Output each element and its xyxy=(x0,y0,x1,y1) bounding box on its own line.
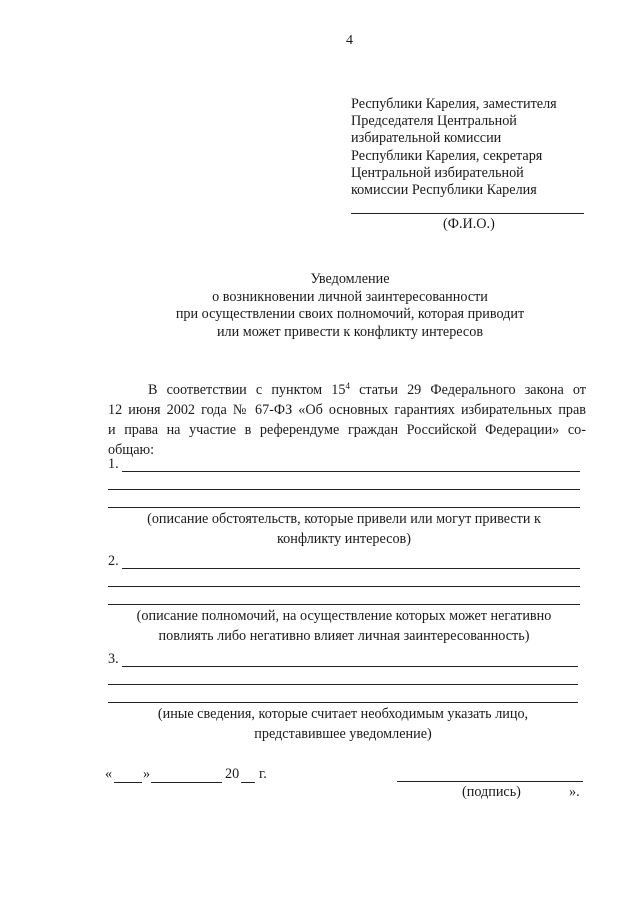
blank-line xyxy=(108,489,580,490)
title-line: или может привести к конфликту интересов xyxy=(216,323,484,340)
blank-line xyxy=(122,568,580,569)
caption-line: конфликту интересов) xyxy=(277,531,411,547)
date-year-suffix: г. xyxy=(259,766,267,782)
blank-line xyxy=(122,471,580,472)
addressee-line: Председателя Центральной xyxy=(351,113,517,130)
blank-line xyxy=(108,604,580,605)
item-number: 3. xyxy=(108,651,119,667)
intro-text: статьи 29 Федерального закона от xyxy=(349,382,586,398)
page-number: 4 xyxy=(346,33,353,48)
item-caption xyxy=(108,704,578,744)
blank-line xyxy=(108,702,578,703)
addressee-block xyxy=(351,96,557,199)
signature-blank-line xyxy=(397,781,583,782)
signature-label: (подпись) xyxy=(462,784,521,800)
title-line: при осуществлении своих полномочий, которая приводит xyxy=(175,306,525,323)
intro-paragraph xyxy=(108,380,586,460)
date-day-blank xyxy=(114,782,142,783)
caption-line: (описание полномочий, на осуществление которых может негативно xyxy=(136,608,552,624)
addressee-line: Центральной избирательной xyxy=(351,164,524,181)
item-number: 2. xyxy=(108,553,119,569)
item-caption xyxy=(108,509,580,549)
addressee-line: Республики Карелия, заместителя xyxy=(351,96,557,112)
caption-line: (иные сведения, которые считает необходимым указать лицо, xyxy=(157,706,529,722)
intro-superscript: 4 xyxy=(345,381,350,391)
date-open-quote: « xyxy=(105,766,113,782)
intro-line: и права на участие в референдуме граждан Российской Федерации» со- xyxy=(108,422,586,438)
addressee-line: Республики Карелия, секретаря xyxy=(351,147,543,164)
date-close-quote: » xyxy=(143,766,151,782)
blank-line xyxy=(122,666,578,667)
caption-line: представившее уведомление) xyxy=(254,726,432,742)
intro-text: В соответствии с пунктом 15 xyxy=(148,382,346,398)
document-title xyxy=(100,271,600,341)
blank-line xyxy=(108,684,578,685)
blank-line xyxy=(108,586,580,587)
caption-line: (описание обстоятельств, которые привели или могут привести к xyxy=(147,511,541,527)
title-line: о возникновении личной заинтересованности xyxy=(212,288,488,305)
item-caption xyxy=(108,606,580,646)
fio-blank-line xyxy=(351,213,584,214)
intro-line: 12 июня 2002 года № 67-ФЗ «Об основных гарантиях избирательных прав xyxy=(108,402,586,418)
date-year-prefix: 20 xyxy=(225,766,240,782)
end-mark: ». xyxy=(569,784,580,800)
date-year-blank xyxy=(241,782,255,783)
fio-label: (Ф.И.О.) xyxy=(443,216,495,232)
blank-line xyxy=(108,507,580,508)
addressee-line: комиссии Республики Карелия xyxy=(351,182,537,199)
caption-line: повлиять либо негативно влияет личная заинтересованность) xyxy=(158,628,530,644)
intro-line: общаю: xyxy=(108,442,155,458)
addressee-line: избирательной комиссии xyxy=(351,130,502,147)
item-number: 1. xyxy=(108,456,119,472)
intro-line xyxy=(108,380,586,400)
date-month-blank xyxy=(151,782,222,783)
title-line: Уведомление xyxy=(310,271,390,287)
